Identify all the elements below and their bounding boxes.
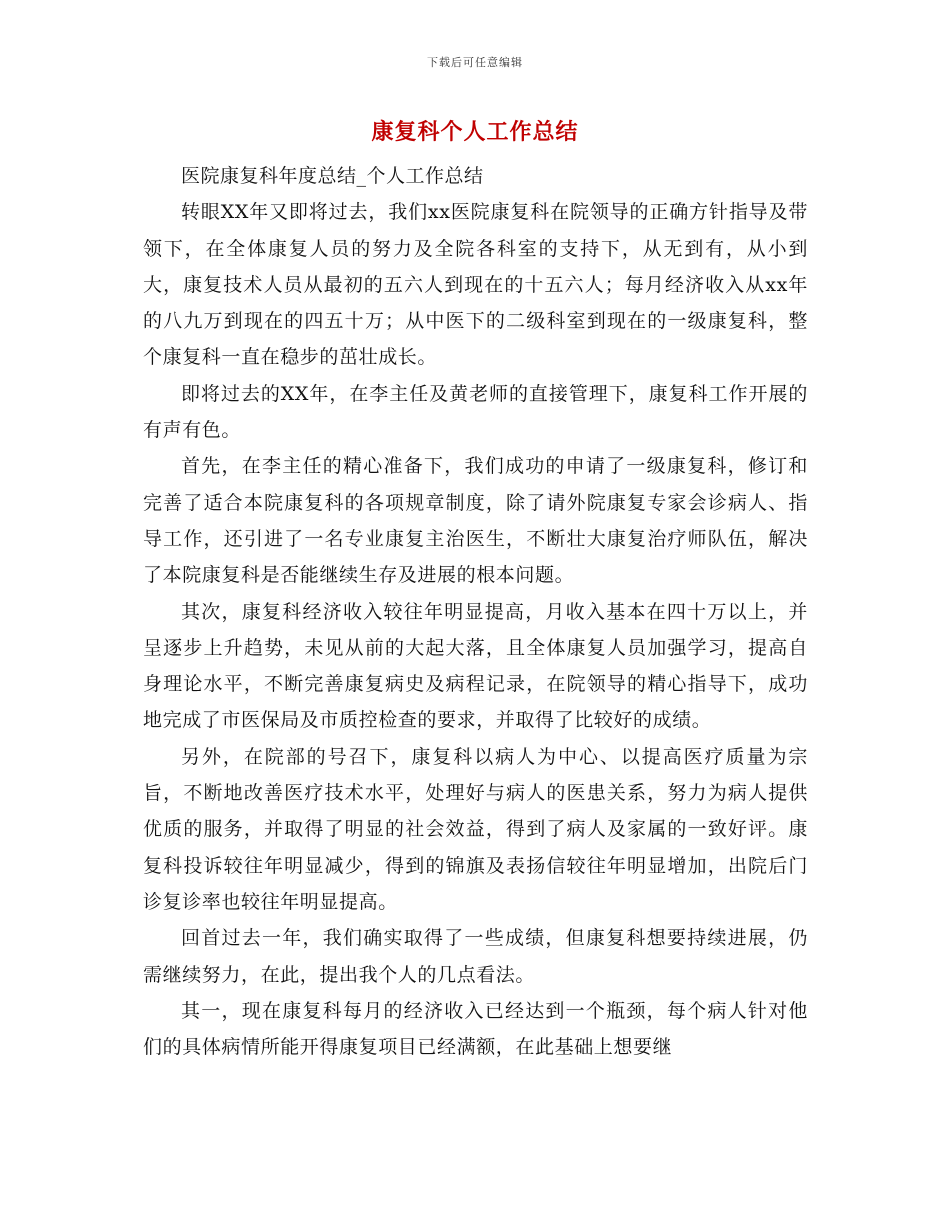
paragraph-6: 回首过去一年，我们确实取得了一些成绩，但康复科想要持续进展，仍需继续努力，在此，提出我个人的几点看法。 — [143, 927, 808, 986]
paragraph-4: 其次，康复科经济收入较往年明显提高，月收入基本在四十万以上，并呈逐步上升趋势，未见从前的大起大落，且全体康复人员加强学习，提高自身理论水平，不断完善康复病史及病程记录，在院领导的精心指导下，成功地完成了市医保局及市质控检查的要求，并取得了比较好的成绩。 — [143, 600, 808, 732]
paragraph-2: 即将过去的XX年，在李主任及黄老师的直接管理下，康复科工作开展的有声有色。 — [143, 382, 808, 442]
document-title: 康复科个人工作总结 — [371, 120, 579, 145]
page-header-note: 下载后可任意编辑 — [427, 56, 523, 69]
document-subtitle: 医院康复科年度总结_个人工作总结 — [181, 165, 484, 187]
paragraph-3: 首先，在李主任的精心准备下，我们成功的申请了一级康复科，修订和完善了适合本院康复科的各项规章制度，除了请外院康复专家会诊病人、指导工作，还引进了一名专业康复主治医生，不断壮大康复治疗师队伍，解决了本院康复科是否能继续生存及进展的根本问题。 — [143, 455, 808, 587]
paragraph-1: 转眼XX年又即将过去，我们xx医院康复科在院领导的正确方针指导及带领下，在全体康复人员的努力及全院各科室的支持下，从无到有，从小到大，康复技术人员从最初的五六人到现在的十五六人；每月经济收入从xx年的八九万到现在的四五十万；从中医下的二级科室到现在的一级康复科，整个康复科一直在稳步的茁壮成长。 — [143, 201, 808, 369]
paragraph-7: 其一，现在康复科每月的经济收入已经达到一个瓶颈，每个病人针对他们的具体病情所能开得康复项目已经满额，在此基础上想要继 — [143, 999, 808, 1059]
document-body — [143, 158, 808, 1065]
paragraph-5: 另外，在院部的号召下，康复科以病人为中心、以提高医疗质量为宗旨，不断地改善医疗技术水平，处理好与病人的医患关系，努力为病人提供优质的服务，并取得了明显的社会效益，得到了病人及家属的一致好评。康复科投诉较往年明显减少，得到的锦旗及表扬信较往年明显增加，出院后门诊复诊率也较往年明显提高。 — [143, 745, 808, 913]
